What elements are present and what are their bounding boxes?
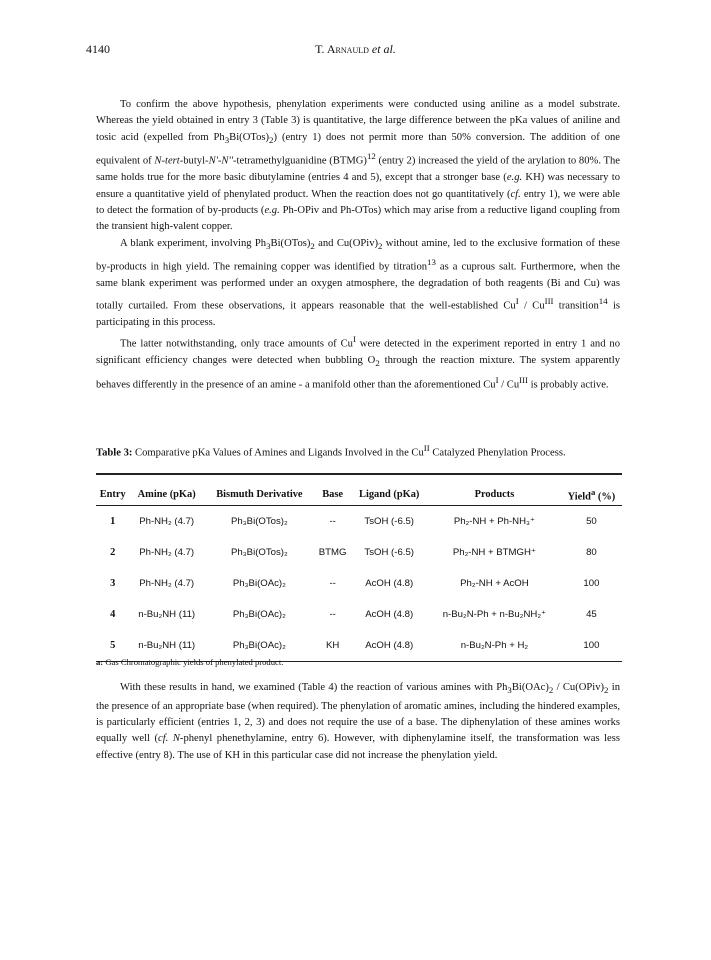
cell-base: -- (329, 609, 336, 621)
cell-ligand: AcOH (4.8) (365, 609, 414, 621)
cell-base: -- (329, 578, 336, 590)
running-head (86, 42, 625, 57)
table-row (96, 537, 622, 568)
paragraph-2: A blank experiment, involving $Ph_3Bi(OTos)_2$ and $Cu(OPiv)_2$ without amine, led to the exclusive formation of these by-products in high yield. The remaining copper was identified by titration$^{13}$ as a cuprous salt. Furthermore, when the same blank experiment was performed under an oxygen atmosphere, the degradation of both reagents (Bi and Cu) was totally curtailed. From these observations, it appears reasonable that the well-established $Cu^I / Cu^{III}$ transition$^{14}$ is participating in this process. (96, 237, 621, 328)
cell-bismuth: Ph₃Bi(OAc)₂ (204, 630, 315, 662)
table-footnote: a: Gas Chromatographic yields of phenylated product. (96, 657, 284, 667)
cell-products: Ph₂-NH + BTMGH⁺ (452, 547, 536, 559)
cell-bismuth: Ph₃Bi(OAc)₂ (232, 609, 286, 621)
cell-bismuth: Ph₃Bi(OTos)₂ (231, 547, 288, 559)
cell-ligand: TsOH (-6.5) (364, 516, 414, 528)
paragraph-3: The latter notwithstanding, only trace amounts of $Cu^I$ were detected in the experiment reported in entry 1 and no significant efficiency changes were detected when bubbling $O_2$ through the reaction mixture. The system apparently behaves differently in the presence of an amine - a manifold other than the aforementioned $Cu^I / Cu^{III}$ is probably active. (96, 334, 620, 391)
page-number: 4140 (86, 42, 110, 56)
cell-entry: 1 (110, 516, 116, 528)
cell-ligand: AcOH (4.8) (350, 630, 428, 662)
header-bismuth: Bismuth Derivative (204, 474, 315, 506)
table-row (96, 506, 622, 538)
cell-bismuth: Ph₃Bi(OAc)₂ (232, 578, 286, 590)
body-text-upper (96, 97, 620, 393)
cell-entry: 2 (110, 547, 116, 559)
header-entry: Entry (96, 474, 129, 506)
cell-yield: 80 (586, 547, 597, 559)
cell-entry: 3 (110, 578, 116, 590)
cell-yield: 100 (561, 630, 622, 662)
cell-bismuth: Ph₃Bi(OTos)₂ (231, 516, 288, 528)
cell-amine: n-Bu₂NH (11) (129, 630, 204, 662)
header-ligand: Ligand (pKa) (350, 474, 428, 506)
table-header-row (96, 474, 622, 506)
cell-amine: Ph-NH₂ (4.7) (139, 516, 195, 528)
header-yield: Yield$^a$ (%) (561, 474, 622, 506)
cell-base: BTMG (318, 547, 347, 559)
paragraph-4: With these results in hand, we examined (Table 4) the reaction of various amines with $Ph_3Bi(OAc)_2$ / $Cu(OPiv)_2$ in the presence of an appropriate base (when required). The phenylation of aromatic amines, including the hindered examples, is particularly efficient (entries 1, 2, 3) and does not require the use of a base. The diphenylation of these amines works equally well (cf. N-phenyl phenethylamine, entry 6). However, with diphenylamine itself, the transformation was less effective (entry 8). The use of KH in this particular case did not increase the phenylation yield. (96, 682, 620, 761)
header-base: Base (315, 474, 351, 506)
table-row (96, 599, 622, 630)
cell-products: n-Bu₂N-Ph + H₂ (428, 630, 561, 662)
running-head-author: T. Arnauld (315, 42, 369, 56)
cell-yield: 45 (586, 609, 597, 621)
cell-ligand: AcOH (4.8) (365, 578, 414, 590)
cell-yield: 50 (586, 516, 597, 528)
table-caption-label: Table 3: (96, 447, 133, 459)
cell-base: KH (315, 630, 351, 662)
cell-amine: n-Bu₂NH (11) (138, 609, 196, 621)
cell-products: Ph₂-NH + AcOH (460, 578, 529, 590)
header-amine: Amine (pKa) (129, 474, 204, 506)
cell-yield: 100 (583, 578, 600, 590)
cell-products: n-Bu₂N-Ph + n-Bu₂NH₂⁺ (442, 609, 547, 621)
page-header (86, 42, 625, 58)
cell-ligand: TsOH (-6.5) (364, 547, 414, 559)
paragraph-1: To confirm the above hypothesis, phenylation experiments were conducted using aniline as a model substrate. Whereas the yield obtained in entry 3 (Table 3) is quantitative, the large difference between the pKa values of aniline and tosic acid (expelled from $Ph_3Bi(OTos)_2$) (entry 1) does not permit more than 50% conversion. The addition of one equivalent of N-tert-butyl-N'-N''-tetramethylguanidine (BTMG)$^{12}$ (entry 2) increased the yield of the arylation to 80%. The same holds true for the more basic dibutylamine (entries 4 and 5), except that a stronger base (e.g. KH) was necessary to ensure a quantitative yield of phenylated product. When the reaction does not go quantitatively (cf. entry 1), we were able to detect the formation of by-products (e.g. Ph-OPiv and Ph-OTos) which may arise from a reductive ligand coupling from the transient high-valent copper. (96, 99, 621, 233)
table-3 (96, 473, 622, 662)
table-row (96, 568, 622, 599)
cell-products: Ph₂-NH + Ph-NH₃⁺ (453, 516, 536, 528)
cell-base: -- (329, 516, 336, 528)
cell-amine: Ph-NH₂ (4.7) (139, 578, 195, 590)
table-caption: Table 3: Comparative pKa Values of Amines and Ligands Involved in the $Cu^{II}$ Catalyzed Phenylation Process. (96, 443, 566, 459)
body-text-lower (96, 680, 620, 764)
cell-amine: Ph-NH₂ (4.7) (139, 547, 195, 559)
cell-entry: 4 (110, 609, 116, 621)
cell-entry: 5 (96, 630, 129, 662)
running-head-etal: et al. (371, 42, 396, 56)
header-products: Products (428, 474, 561, 506)
